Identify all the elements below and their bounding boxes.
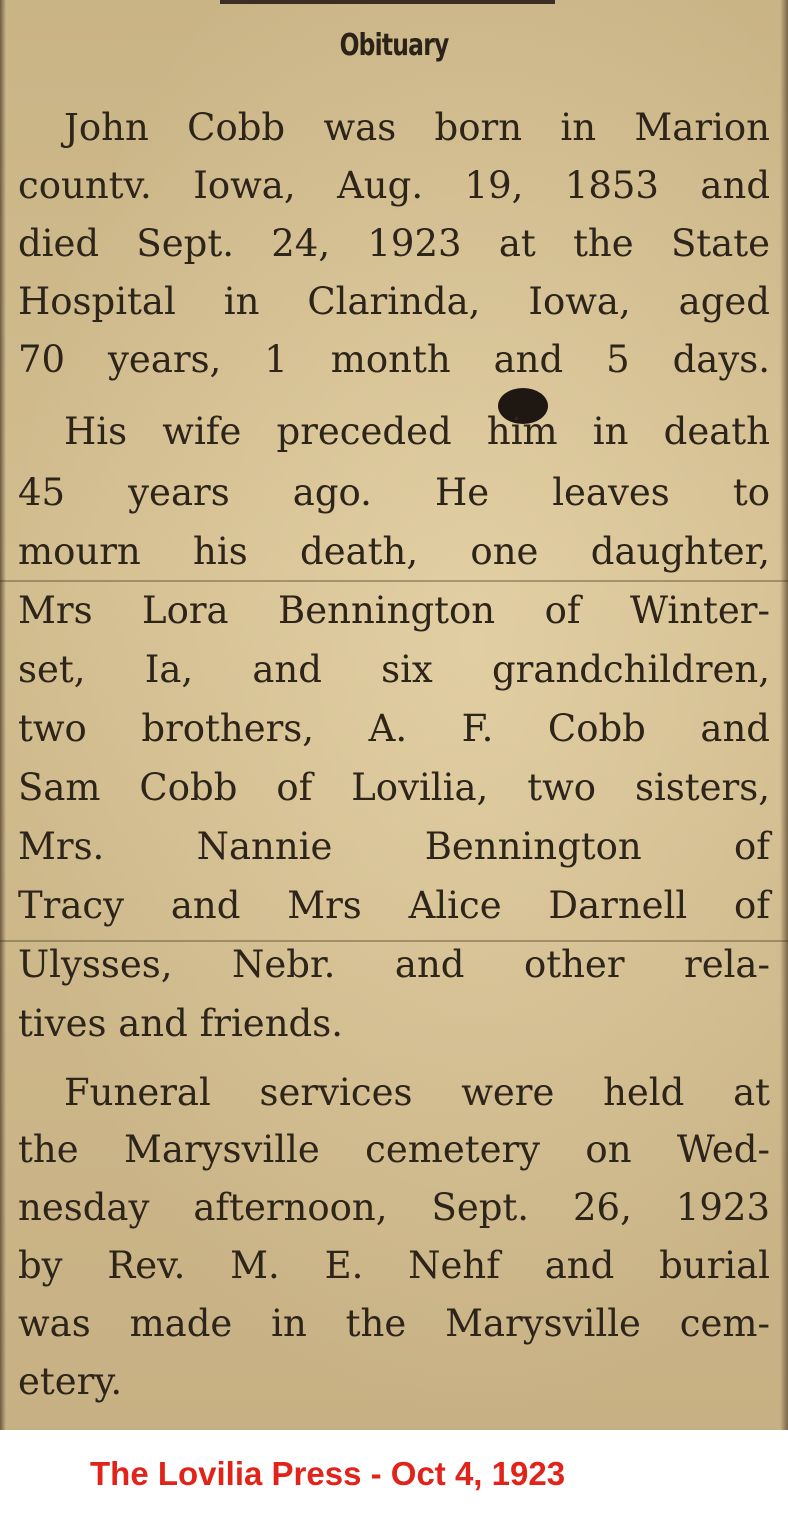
obituary-line: Funeral services were held at [64, 1071, 770, 1114]
obituary-line: Tracy and Mrs Alice Darnell of [18, 884, 770, 927]
obituary-line: Hospital in Clarinda, Iowa, aged [18, 280, 770, 323]
obituary-line: mourn his death, one daughter, [18, 530, 770, 573]
top-rule [220, 0, 555, 4]
obituary-heading: Obituary [339, 28, 449, 63]
obituary-line: countv. Iowa, Aug. 19, 1853 and [18, 164, 770, 207]
obituary-line: was made in the Marysville cem- [18, 1302, 770, 1345]
obituary-line: His wife preceded him in death [64, 410, 770, 453]
paper-crease [0, 580, 788, 582]
obituary-line: 70 years, 1 month and 5 days. [18, 338, 770, 381]
obituary-line: the Marysville cemetery on Wed- [18, 1128, 770, 1171]
obituary-line: Ulysses, Nebr. and other rela- [18, 943, 770, 986]
obituary-line: tives and friends. [18, 1002, 343, 1045]
obituary-line: died Sept. 24, 1923 at the State [18, 222, 770, 265]
clipping-right-edge [780, 0, 788, 1430]
obituary-line: two brothers, A. F. Cobb and [18, 707, 770, 750]
obituary-line: set, Ia, and six grandchildren, [18, 648, 770, 691]
obituary-line: etery. [18, 1360, 123, 1403]
obituary-line: by Rev. M. E. Nehf and burial [18, 1244, 770, 1287]
obituary-line: nesday afternoon, Sept. 26, 1923 [18, 1186, 770, 1229]
paper-crease [0, 940, 788, 942]
obituary-line: John Cobb was born in Marion [64, 106, 770, 149]
obituary-line: Mrs. Nannie Bennington of [18, 825, 770, 868]
obituary-line: Sam Cobb of Lovilia, two sisters, [18, 766, 770, 809]
source-caption: The Lovilia Press - Oct 4, 1923 [90, 1455, 566, 1492]
obituary-line: 45 years ago. He leaves to [18, 471, 770, 514]
obituary-line: Mrs Lora Bennington of Winter- [18, 589, 770, 632]
clipping-left-edge [0, 0, 6, 1430]
